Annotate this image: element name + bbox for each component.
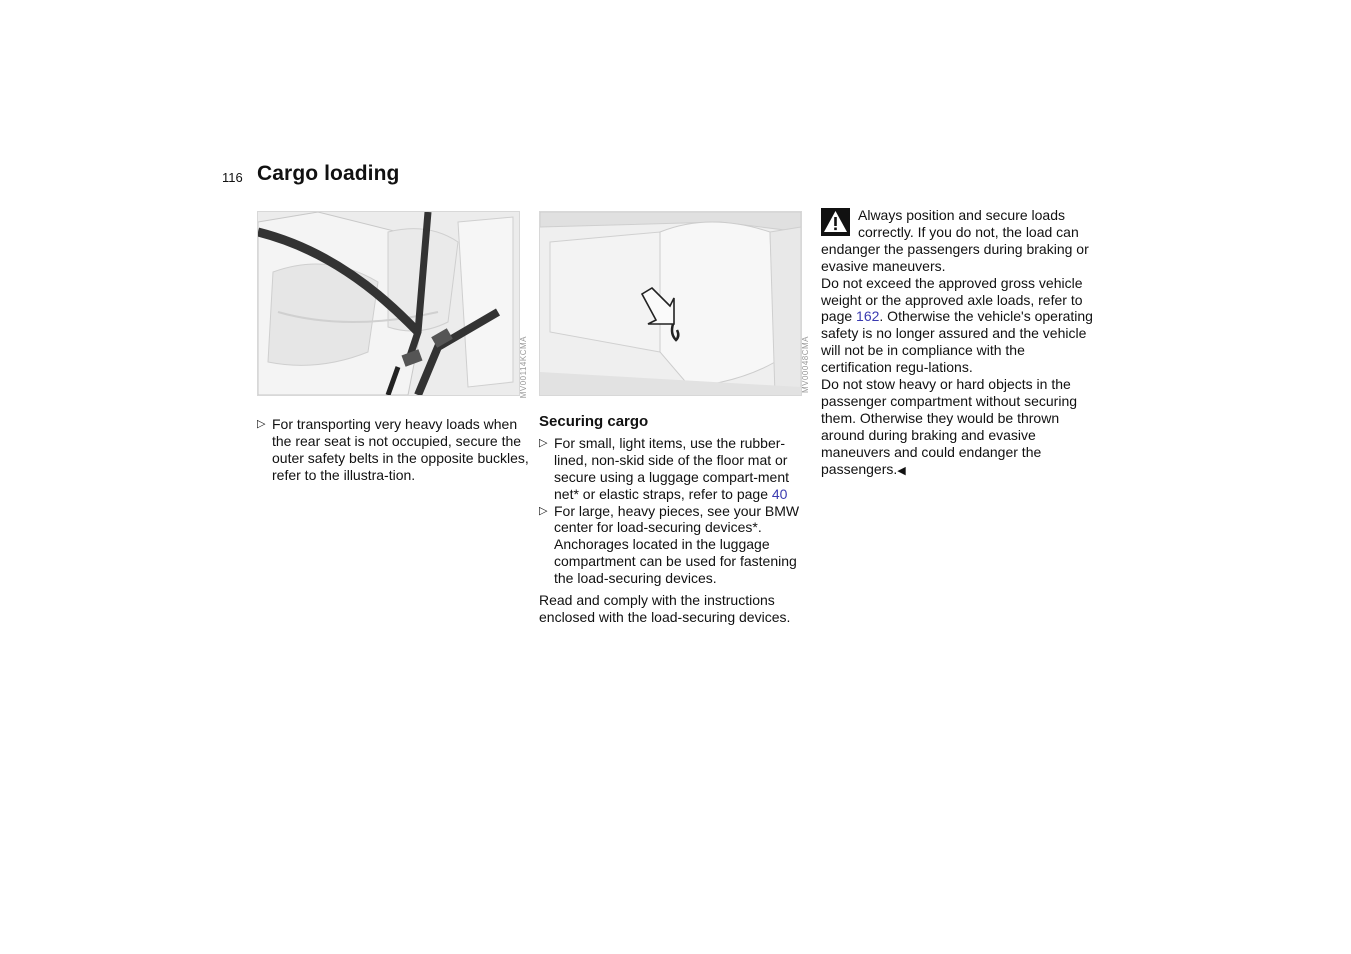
warning-paragraph <box>821 275 1093 376</box>
list-item-text: For large, heavy pieces, see your BMW center for load-securing devices*. Anchorages located in the luggage compartment can be used for fastening the load-securing devices. <box>554 502 800 587</box>
bullet-marker: ▷ <box>539 504 548 517</box>
paragraph: Read and comply with the instructions enclosed with the load-securing devices. <box>539 592 791 625</box>
warning-paragraph: Always position and secure loads correctly. If you do not, the load can endanger the passengers during braking or evasive maneuvers. <box>821 207 1089 274</box>
luggage-compartment-illustration <box>540 212 801 395</box>
page-number: 116 <box>222 170 243 185</box>
warning-text: Do not stow heavy or hard objects in the passenger compartment without securing them. Otherwise they would be thrown around during braking and evasive maneuvers and could endanger the passengers. <box>821 376 1078 477</box>
end-marker: ◀ <box>897 464 906 477</box>
figure-luggage-compartment <box>539 211 802 396</box>
column-2-text <box>539 414 811 626</box>
section-heading: Securing cargo <box>539 413 649 430</box>
warning-block <box>821 207 1093 480</box>
warning-text: . Otherwise the vehicle's operating safety is no longer assured and the vehicle will not be in compliance with the certification regu-lations. <box>821 308 1093 376</box>
bullet-marker: ▷ <box>539 436 548 449</box>
list-item <box>257 416 529 484</box>
list-item-text: For small, light items, use the rubber-lined, non-skid side of the floor mat or secure using a luggage compart-ment net* or elastic straps, refer to page <box>554 434 790 502</box>
page-link[interactable]: 162 <box>856 308 880 325</box>
rear-seat-illustration <box>258 212 519 395</box>
page-link[interactable]: 40 <box>771 485 788 502</box>
list-item <box>539 503 811 588</box>
figure-code: MV00114KCMA <box>519 336 528 399</box>
bullet-marker: ▷ <box>257 418 266 430</box>
page-title: Cargo loading <box>257 162 400 185</box>
figure-rear-seat-belts <box>257 211 520 396</box>
column-1-text <box>257 416 529 484</box>
warning-icon <box>821 208 850 236</box>
warning-paragraph <box>821 376 1093 479</box>
list-item-text: For transporting very heavy loads when the rear seat is not occupied, secure the outer safety belts in the opposite buckles, refer to the illustra-tion. <box>272 416 529 483</box>
warning-text: Do not exceed the approved gross vehicle weight or the approved axle loads, refer to page <box>821 274 1083 325</box>
figure-code: MV00048CMA <box>801 336 810 394</box>
list-item <box>539 435 811 503</box>
